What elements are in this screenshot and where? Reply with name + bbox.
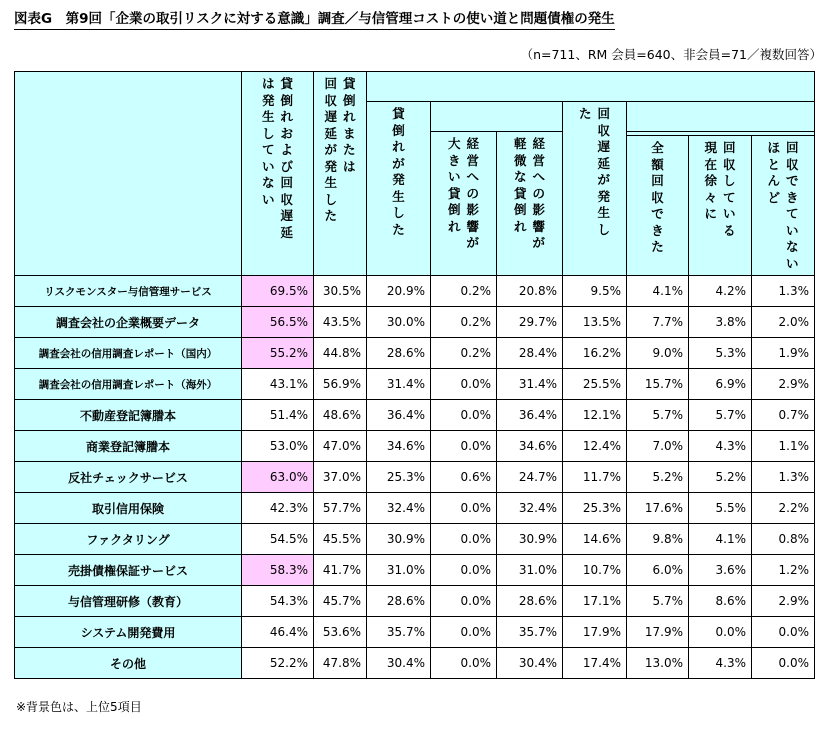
table-cell: 4.1% [689, 524, 752, 555]
table-cell: 34.6% [497, 431, 563, 462]
table-cell: 0.0% [431, 555, 497, 586]
data-table [14, 71, 815, 679]
table-cell: 37.0% [314, 462, 367, 493]
row-label: 反社チェックサービス [15, 462, 242, 493]
header-default-or-delay [314, 72, 367, 276]
table-cell: 17.9% [563, 617, 627, 648]
table-cell: 32.4% [367, 493, 431, 524]
header-text-column: 回 収 遅 延 が 発 生 し [597, 106, 611, 237]
table-cell: 12.1% [563, 400, 627, 431]
table-cell: 3.6% [689, 555, 752, 586]
table-cell: 63.0% [242, 462, 314, 493]
table-cell: 0.0% [431, 648, 497, 679]
table-cell: 30.0% [367, 307, 431, 338]
table-cell: 53.0% [242, 431, 314, 462]
table-cell: 0.0% [752, 617, 815, 648]
table-cell: 3.8% [689, 307, 752, 338]
table-cell: 17.9% [627, 617, 689, 648]
table-cell: 25.5% [563, 369, 627, 400]
table-cell: 54.5% [242, 524, 314, 555]
table-cell: 51.4% [242, 400, 314, 431]
table-cell: 57.7% [314, 493, 367, 524]
header-delay [563, 102, 627, 276]
header-text-column: 貸 倒 れ が 発 生 し た [392, 106, 405, 237]
table-cell: 45.7% [314, 586, 367, 617]
table-cell: 55.2% [242, 338, 314, 369]
table-cell: 47.0% [314, 431, 367, 462]
table-cell: 44.8% [314, 338, 367, 369]
table-cell: 2.9% [752, 369, 815, 400]
table-cell: 6.9% [689, 369, 752, 400]
row-label: 商業登記簿謄本 [15, 431, 242, 462]
table-cell: 0.6% [431, 462, 497, 493]
table-cell: 31.4% [497, 369, 563, 400]
table-cell: 35.7% [367, 617, 431, 648]
table-cell: 36.4% [367, 400, 431, 431]
header-text-column: 回 収 し て い る [723, 140, 736, 238]
table-cell: 56.5% [242, 307, 314, 338]
table-cell: 32.4% [497, 493, 563, 524]
header-no-default [242, 72, 314, 276]
header-text-column: 回 収 で き て い な い [786, 140, 799, 271]
table-cell: 0.2% [431, 276, 497, 307]
table-cell: 2.0% [752, 307, 815, 338]
table-cell: 4.1% [627, 276, 689, 307]
table-cell: 17.4% [563, 648, 627, 679]
table-cell: 29.7% [497, 307, 563, 338]
table-cell: 43.5% [314, 307, 367, 338]
table-cell: 31.0% [367, 555, 431, 586]
table-cell: 15.7% [627, 369, 689, 400]
header-text-column: 貸 倒 れ ま た は [343, 76, 356, 174]
table-cell: 25.3% [367, 462, 431, 493]
table-cell: 5.5% [689, 493, 752, 524]
table-cell: 47.8% [314, 648, 367, 679]
table-cell: 9.8% [627, 524, 689, 555]
header-default [367, 102, 431, 276]
table-row [15, 338, 815, 369]
table-row [15, 369, 815, 400]
header-text-column: 回 収 遅 延 が 発 生 し た [324, 76, 337, 223]
row-label: ファクタリング [15, 524, 242, 555]
table-cell: 8.6% [689, 586, 752, 617]
table-cell: 0.0% [689, 617, 752, 648]
table-cell: 5.7% [627, 586, 689, 617]
table-cell: 0.7% [752, 400, 815, 431]
table-cell: 48.6% [314, 400, 367, 431]
table-row [15, 307, 815, 338]
table-cell: 24.7% [497, 462, 563, 493]
table-cell: 30.4% [367, 648, 431, 679]
table-cell: 1.9% [752, 338, 815, 369]
table-cell: 0.0% [431, 617, 497, 648]
row-label: 取引信用保険 [15, 493, 242, 524]
footnote: ※背景色は、上位5項目 [16, 700, 142, 714]
table-cell: 28.4% [497, 338, 563, 369]
table-row [15, 555, 815, 586]
table-cell: 54.3% [242, 586, 314, 617]
table-cell: 5.3% [689, 338, 752, 369]
table-cell: 13.0% [627, 648, 689, 679]
table-cell: 0.0% [431, 431, 497, 462]
page-title: 図表G 第9回「企業の取引リスクに対する意識」調査／与信管理コストの使い道と問題債権の発生 [14, 10, 615, 30]
table-cell: 45.5% [314, 524, 367, 555]
table-row [15, 400, 815, 431]
table-cell: 30.5% [314, 276, 367, 307]
table-cell: 0.2% [431, 307, 497, 338]
table-cell: 30.4% [497, 648, 563, 679]
table-cell: 1.3% [752, 462, 815, 493]
table-cell: 35.7% [497, 617, 563, 648]
header-text-column: 大 き い 貸 倒 れ [447, 136, 461, 234]
row-label: その他 [15, 648, 242, 679]
header-text-column: 軽 微 な 貸 倒 れ [513, 136, 527, 234]
header-text-column: た [578, 106, 592, 121]
table-cell: 28.6% [497, 586, 563, 617]
table-cell: 17.1% [563, 586, 627, 617]
header-text-column: 経 営 へ の 影 響 が [532, 136, 546, 250]
row-label: リスクモンスター与信管理サービス [15, 276, 242, 307]
table-cell: 5.7% [627, 400, 689, 431]
table-cell: 9.0% [627, 338, 689, 369]
table-cell: 43.1% [242, 369, 314, 400]
table-cell: 69.5% [242, 276, 314, 307]
header-text-column: 全 額 回 収 で き た [651, 140, 664, 254]
table-cell: 4.3% [689, 431, 752, 462]
table-cell: 11.7% [563, 462, 627, 493]
table-cell: 5.7% [689, 400, 752, 431]
table-cell: 56.9% [314, 369, 367, 400]
header-gradual-recovery [689, 136, 752, 276]
table-cell: 6.0% [627, 555, 689, 586]
row-label: 与信管理研修（教育） [15, 586, 242, 617]
table-cell: 12.4% [563, 431, 627, 462]
table-cell: 31.0% [497, 555, 563, 586]
table-row [15, 493, 815, 524]
table-cell: 1.3% [752, 276, 815, 307]
header-spacer [367, 72, 815, 102]
table-cell: 0.0% [431, 400, 497, 431]
table-cell: 0.0% [431, 493, 497, 524]
table-cell: 58.3% [242, 555, 314, 586]
table-row [15, 586, 815, 617]
table-cell: 25.3% [563, 493, 627, 524]
table-cell: 0.0% [431, 369, 497, 400]
table-row [15, 431, 815, 462]
table-cell: 5.2% [689, 462, 752, 493]
row-label: システム開発費用 [15, 617, 242, 648]
table-cell: 30.9% [497, 524, 563, 555]
table-cell: 16.2% [563, 338, 627, 369]
header-text-column: 現 在 徐 々 に [704, 140, 717, 221]
table-cell: 0.0% [752, 648, 815, 679]
row-label: 調査会社の信用調査レポート（国内） [15, 338, 242, 369]
header-default-spacer [431, 102, 563, 132]
table-cell: 34.6% [367, 431, 431, 462]
table-cell: 4.3% [689, 648, 752, 679]
table-cell: 42.3% [242, 493, 314, 524]
table-row [15, 648, 815, 679]
header-text-column: は 発 生 し て い な い [261, 76, 275, 207]
header-big-impact [431, 132, 497, 276]
table-cell: 9.5% [563, 276, 627, 307]
header-text-column: 経 営 へ の 影 響 が [466, 136, 480, 250]
table-cell: 31.4% [367, 369, 431, 400]
header-mostly-unrecovered [752, 136, 815, 276]
row-label: 売掛債権保証サービス [15, 555, 242, 586]
table-cell: 4.2% [689, 276, 752, 307]
table-row [15, 462, 815, 493]
table-cell: 2.9% [752, 586, 815, 617]
header-text-column: 貸 倒 れ お よ び 回 収 遅 延 [280, 76, 294, 240]
table-cell: 7.0% [627, 431, 689, 462]
sample-size-note: （n=711、RM 会員=640、非会員=71／複数回答） [520, 47, 822, 62]
table-cell: 2.2% [752, 493, 815, 524]
table-cell: 28.6% [367, 338, 431, 369]
table-cell: 20.8% [497, 276, 563, 307]
table-cell: 0.0% [431, 524, 497, 555]
table-cell: 0.8% [752, 524, 815, 555]
table-cell: 36.4% [497, 400, 563, 431]
table-cell: 30.9% [367, 524, 431, 555]
table-row [15, 617, 815, 648]
table-body [15, 276, 815, 679]
table-cell: 20.9% [367, 276, 431, 307]
header-text-column: ほ と ん ど [767, 140, 780, 205]
table-cell: 1.1% [752, 431, 815, 462]
header-full-recovery [627, 136, 689, 276]
table-cell: 41.7% [314, 555, 367, 586]
table-cell: 46.4% [242, 617, 314, 648]
table-cell: 1.2% [752, 555, 815, 586]
table-cell: 13.5% [563, 307, 627, 338]
table-cell: 53.6% [314, 617, 367, 648]
table-cell: 5.2% [627, 462, 689, 493]
table-cell: 17.6% [627, 493, 689, 524]
row-label: 調査会社の企業概要データ [15, 307, 242, 338]
table-cell: 0.0% [431, 586, 497, 617]
table-row [15, 524, 815, 555]
header-delay-spacer [627, 102, 815, 132]
corner-header [15, 72, 242, 276]
row-label: 不動産登記簿謄本 [15, 400, 242, 431]
row-label: 調査会社の信用調査レポート（海外） [15, 369, 242, 400]
header-small-impact [497, 132, 563, 276]
table-row [15, 276, 815, 307]
table-cell: 52.2% [242, 648, 314, 679]
table-cell: 0.2% [431, 338, 497, 369]
table-cell: 14.6% [563, 524, 627, 555]
table-cell: 10.7% [563, 555, 627, 586]
table-cell: 7.7% [627, 307, 689, 338]
table-cell: 28.6% [367, 586, 431, 617]
